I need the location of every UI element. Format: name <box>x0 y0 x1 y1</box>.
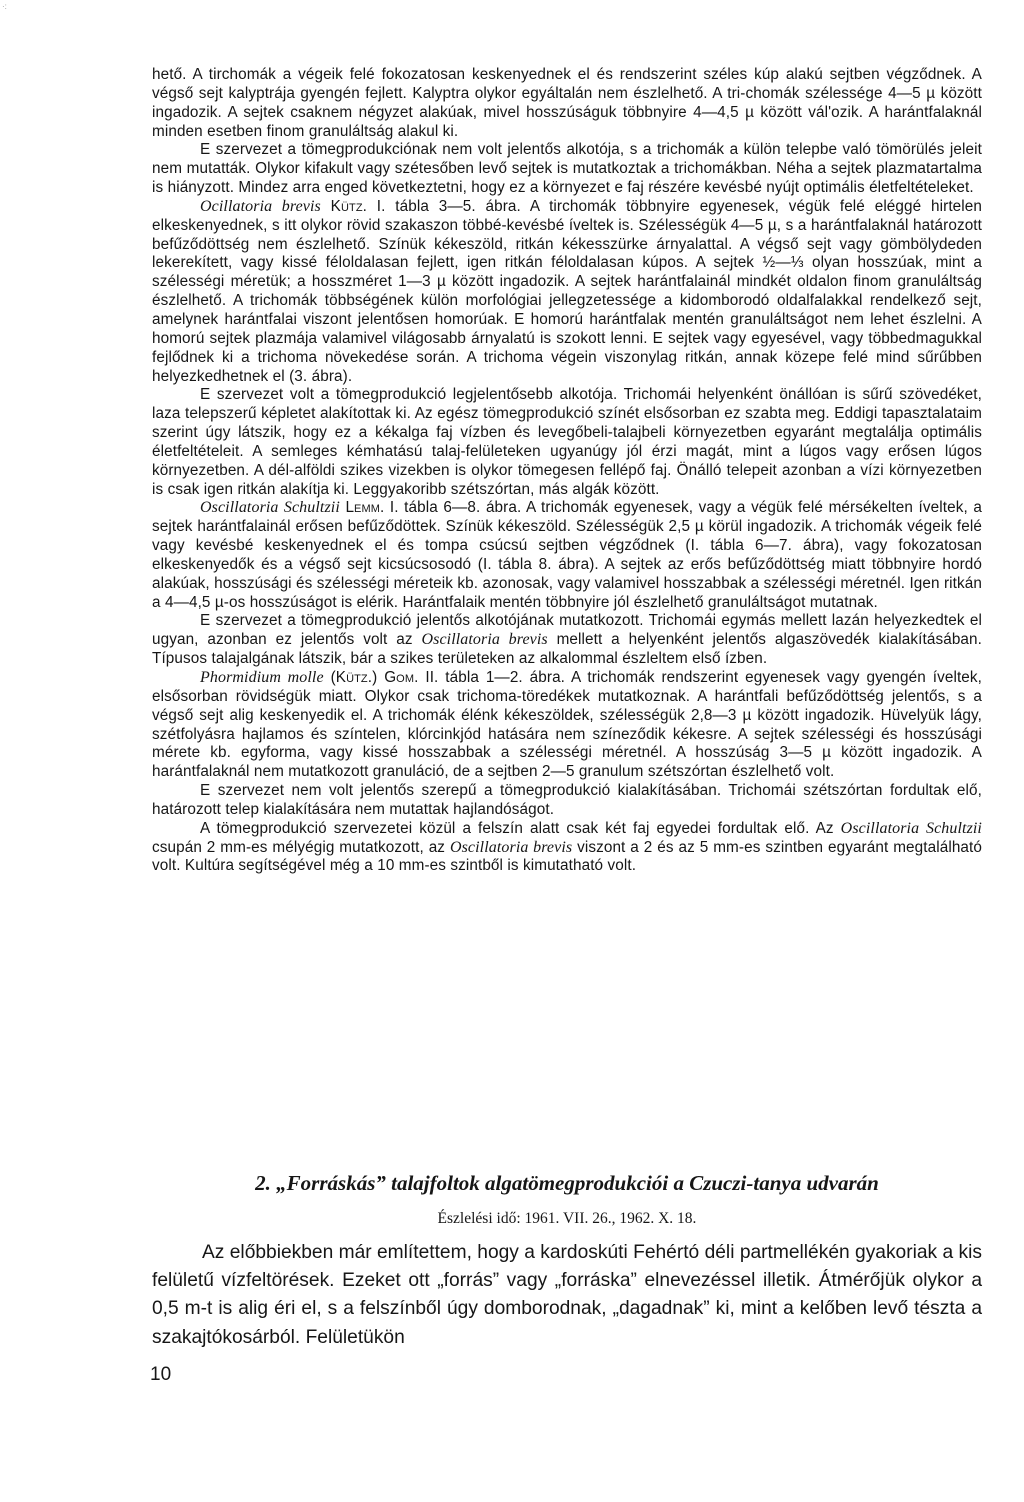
body-paragraph <box>152 782 982 820</box>
author-abbrev: Lemm. <box>345 499 385 517</box>
paragraph-text: hető. A tirchomák a végeik felé fokozatosan keskenyednek el és rendszerint széles kúp alakú sejtben végződnek. A végső sejt kalyptrája gyengén fejlett. Kalyptra olykor egyáltalán nem észlelhető. A tri-chomák szélessége 4—5 µ között ingadozik. A sejtek csaknem négyzet alakúak, mivel hosszúságuk többnyire 4—4,5 µ között vál'ozik. A harántfalaknál minden esetben finom granuláltság alakul ki. <box>152 66 982 140</box>
body-paragraph <box>152 669 982 782</box>
body-paragraph <box>152 198 982 386</box>
author-abbrev: Kütz. <box>330 197 368 215</box>
author-abbrev: Kütz. <box>335 669 373 686</box>
scan-corner-mark: ·: <box>2 2 7 11</box>
paragraph-text: E szervezet a tömegprodukció jelentős alkotójának mutatkozott. Trichomái egymás mellett lazán helyezkedtek el ugyan, azonban ez jelentős volt az <box>152 612 982 649</box>
paragraph-text: E szervezet nem volt jelentős szerepű a tömegprodukció kialakításában. Trichomái szétszórtan fordultak elő, határozott telep kialakítására nem mutattak hajlandóságot. <box>152 782 982 818</box>
paragraph-text: ) <box>372 669 385 686</box>
species-name: Oscillatoria Schultzii <box>200 499 340 517</box>
body-text <box>152 66 982 876</box>
paragraph-text: csupán 2 mm-es mélyégig mutatkozott, az <box>152 838 450 856</box>
observation-date: Észlelési idő: 1961. VII. 26., 1962. X. 18. <box>437 1210 697 1227</box>
paragraph-text: E szervezet a tömegprodukciónak nem volt jelentős alkotója, s a trichomák a külön telepbe való tömörülés jeleit nem mutatták. Olykor kifakult vagy szétesőben levő sejtek is mutatkoztak a trichomákban. Néha a sejtek plazmatartalma is hiányzott. Mindez arra enged következtetni, hogy ez a környezet e faj részére kevésbé nyújt optimális életfeltételeket. <box>152 141 982 197</box>
author-abbrev: Gom. <box>384 669 419 686</box>
species-name: Oscillatoria brevis <box>449 838 573 856</box>
paragraph-text: II. tábla 1—2. ábra. A trichomák rendszerint egyenesek vagy gyengén íveltek, elsősorban rövidségük miatt. Olykor csak trichoma-töredékek mutatkoznak. A harántfali befűződöttség jelentős, s a végső sejt alig keskenyedik el. A trichomák élénk kékeszöldek, szélességük 2,8—3 µ között ingadozik. Hüvelyük lágy, szétfolyásra hajlamos és színtelen, klórcinkjód hatására nem színeződik kékesre. A sejtek szélességi és hosszúsági mérete kb. egyforma, vagy kissé hosszabbak a szélességi méretnél. A hosszúság 3—5 µ között ingadozik. A harántfalaknál nem mutatkozott granuláció, de a sejtben 2—5 granulum szétszórtan észlelhető volt. <box>152 669 983 781</box>
page-number: 10 <box>150 1364 172 1385</box>
species-name: Ocillatoria brevis <box>200 197 321 215</box>
paragraph-text: I. tábla 6—8. ábra. A trichomák egyenesek, vagy a végük felé mérsékelten íveltek, a sejtek harántfalainál erősen befűződöttek. Színük kékeszöld. Szélességük 2,5 µ körül ingadozik. A trichomák végeik felé vagy kevésbé keskenyednek el és tompa csúcsú sejtben végződnek (I. tábla 6—7. ábra), vagy fokozatosan elkeskenyedők és a végső sejt kicsúcsosodó (I. tábla 8. ábra). A sejtek az erős befűződöttség miatt többnyire hordó alakúak, hosszúsági és szélességi méreteik kb. azonosak, vagy valamivel hosszabbak a szélességi méretnél. Igen ritkán a 4—4,5 µ-os hosszúságot is elérik. Harántfalaik mentén többnyire jól észlelhető granuláltságot mutatnak. <box>152 499 982 611</box>
body-paragraph <box>152 499 982 612</box>
section-heading: 2. „Forráskás” talajfoltok algatömegprodukciói a Czuczi-tanya udvarán <box>255 1171 879 1195</box>
species-name: Oscillatoria brevis <box>421 631 548 649</box>
paragraph-text: E szervezet volt a tömegprodukció legjelentősebb alkotója. Trichomái helyenként önállóan is sűrű szövedéket, laza telepszerű képletet alakítottak ki. Az egész tömegprodukció színét elsősorban ez szabta meg. Eddigi tapasztalataim szerint úgy látszik, hogy ez a kékalga faj vízben és levegőbeli-talajbeli környezetben egyaránt megtalálja optimális életfeltételeit. A semleges kémhatású talaj-felületeken ugyanúgy jól érzi magát, mint a lúgos vagy erősen lúgos környezetben. A dél-alföldi szikes vizekben is olykor tömegesen fellépő faj. Önálló telepeit azonban a vízi környezetben is csak igen ritkán alakítja ki. Leggyakoribb szétszórtan, más algák között. <box>152 386 982 498</box>
body-paragraph <box>152 386 982 499</box>
section-intro-paragraph: Az előbbiekben már említettem, hogy a kardoskúti Fehértó déli partmellékén gyakoriak a kis felületű vízfeltörések. Ezeket ott „forrás” vagy „forráska” elnevezéssel illetik. Átmérőjük olykor a 0,5 m-t is alig éri el, s a felszínből úgy domborodnak, „dagadnak” ki, mint a kelőben levő tészta a szakajtókosárból. Felületükön <box>152 1242 982 1348</box>
body-paragraph <box>152 66 982 141</box>
paragraph-text <box>321 198 331 215</box>
section-2 <box>152 1170 982 1229</box>
body-paragraph <box>152 820 982 877</box>
body-paragraph <box>152 612 982 669</box>
body-paragraph <box>152 141 982 198</box>
species-name: Oscillatoria Schultzii <box>840 819 982 837</box>
paragraph-text: A tömegprodukció szervezetei közül a felszín alatt csak két faj egyedei fordultak elő. Az <box>200 819 841 837</box>
paragraph-text: I. tábla 3—5. ábra. A tirchomák többnyire egyenesek, végük felé eléggé hirtelen elkeskenyednek, s itt olykor rövid szakaszon többé-kevésbé íveltek is. Szélességük 4—5 µ, s a harántfalaknál határozott befűződöttség nem észlelhető. Színük kékeszöld, ritkán kékesszürke árnyalattal. A végső sejt vagy gömbölydeden lekerekített, vagy kissé féloldalasan fejlett, igen ritkán féloldalasan kúpos. A sejtek ½—⅓ olyan hosszúak, mint a szélességi méretük; a hosszméret 1—3 µ között ingadozik. A sejtek harántfalainál mindkét oldalon finom granuláltság észlelhető. A trichomák többségének külön morfológiai jellegzetessége a kidomborodó oldalfalakkal rendelkező sejt, amelynek harántfalai viszont jelentősen homorúak. E homorú harántfalak mentén granuláltságot nem lehet észlelni. A homorú sejtek plazmája valamivel világosabb árnyalatú is szokott lenni. E sejtek vagy egyesével, vagy többedmagukkal fejlődnek ki a trichoma növekedése során. A trichoma végein viszonylag ritkán, annak közepe felé mind sűrűbben helyezkedhetnek el (3. ábra). <box>152 197 983 385</box>
paragraph-text: mellett a helyenként jelentős algaszövedék kialakításában. Típusos talajalgának látszik, bár a szikes területeken az alkalommal észleltem első ízben. <box>152 631 982 668</box>
paragraph-text: viszont a 2 és az 5 mm-es szintben egyaránt megtalálható volt. Kultúra segítségével még a 10 mm-es szintből is kimutatható volt. <box>152 838 982 875</box>
species-name: Phormidium molle <box>200 669 324 686</box>
paragraph-text: ( <box>323 669 336 686</box>
